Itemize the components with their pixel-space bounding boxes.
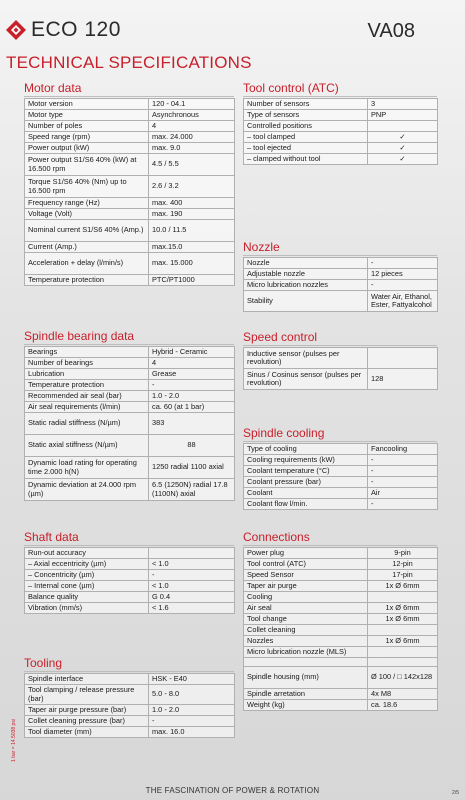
table-row	[244, 667, 438, 689]
spec-label: Micro lubrication nozzles	[244, 280, 368, 291]
spec-value: Asynchronous	[149, 110, 235, 121]
spec-label: – Internal cone (µm)	[25, 581, 149, 592]
table-row	[244, 581, 438, 592]
spec-value: 1250 radial 1100 axial	[149, 457, 235, 479]
spindle-bearing-table	[24, 346, 235, 501]
spec-value	[368, 121, 438, 132]
motor-data-table	[24, 98, 235, 286]
spec-label: Air seal requirements (l/min)	[25, 402, 149, 413]
spec-label: – clamped without tool	[244, 154, 368, 165]
spec-value: < 1.6	[149, 603, 235, 614]
spec-label: Coolant	[244, 488, 368, 499]
table-row	[244, 636, 438, 647]
table-row	[25, 99, 235, 110]
model-name: ECO 120	[31, 18, 121, 41]
table-row	[244, 499, 438, 510]
spec-value: max. 9.0	[149, 143, 235, 154]
table-row	[244, 348, 438, 369]
footer-tagline: THE FASCINATION OF POWER & ROTATION	[145, 786, 320, 795]
section-rule	[243, 545, 437, 546]
table-row	[244, 99, 438, 110]
spec-label: Speed range (rpm)	[25, 132, 149, 143]
table-row	[25, 110, 235, 121]
spec-label: Coolant temperature (°C)	[244, 466, 368, 477]
spec-value: -	[149, 570, 235, 581]
spec-label: Tool control (ATC)	[244, 559, 368, 570]
spec-label: Run-out accuracy	[25, 548, 149, 559]
table-row	[25, 402, 235, 413]
spec-value: 4.5 / 5.5	[149, 154, 235, 176]
table-row	[25, 132, 235, 143]
table-row	[25, 143, 235, 154]
spec-value: -	[368, 466, 438, 477]
spec-label: Weight (kg)	[244, 700, 368, 711]
spec-value: Water Air, Ethanol, Ester, Fattyalcohol	[368, 291, 438, 312]
spec-value: -	[149, 380, 235, 391]
table-row	[25, 716, 235, 727]
spec-label: Tool change	[244, 614, 368, 625]
spec-value: 3	[368, 99, 438, 110]
table-row	[244, 559, 438, 570]
tooling-table	[24, 673, 235, 738]
spec-label: Current (Amp.)	[25, 242, 149, 253]
spec-value: max. 400	[149, 198, 235, 209]
section-title-nozzle: Nozzle	[243, 240, 280, 254]
shaft-data-table	[24, 547, 235, 614]
spec-value: max. 16.0	[149, 727, 235, 738]
spec-value	[368, 658, 438, 667]
section-title-tool-control: Tool control (ATC)	[243, 81, 339, 95]
spec-label: Power output S1/S6 40% (kW) at 16.500 rpm	[25, 154, 149, 176]
table-row	[25, 154, 235, 176]
spec-value: 10.0 / 11.5	[149, 220, 235, 242]
spec-value: 12 pieces	[368, 269, 438, 280]
spec-label: Collet cleaning	[244, 625, 368, 636]
table-row	[244, 121, 438, 132]
spec-value: 120 - 04.1	[149, 99, 235, 110]
spec-value: ca. 18.6	[368, 700, 438, 711]
spec-value: 383	[149, 413, 235, 435]
spec-value: 1.0 - 2.0	[149, 705, 235, 716]
table-row	[25, 603, 235, 614]
table-row	[244, 444, 438, 455]
table-row	[25, 391, 235, 402]
table-row	[25, 570, 235, 581]
table-row	[25, 548, 235, 559]
table-row	[25, 253, 235, 275]
spec-value: max. 24.000	[149, 132, 235, 143]
spec-value: 1x Ø 6mm	[368, 581, 438, 592]
page-header	[0, 0, 465, 44]
spec-label: Recommended air seal (bar)	[25, 391, 149, 402]
spec-label: Micro lubrication nozzle (MLS)	[244, 647, 368, 658]
connections-table	[243, 547, 438, 711]
spec-value: Ø 100 / □ 142x128	[368, 667, 438, 689]
spec-label: Lubrication	[25, 369, 149, 380]
spec-value: G 0.4	[149, 592, 235, 603]
table-row	[244, 570, 438, 581]
section-title-shaft: Shaft data	[24, 530, 79, 544]
spec-label: Bearings	[25, 347, 149, 358]
page-title: TECHNICAL SPECIFICATIONS	[6, 53, 252, 72]
spec-label: Number of sensors	[244, 99, 368, 110]
brand-logo	[6, 20, 26, 40]
spec-label: – Axial eccentricity (µm)	[25, 559, 149, 570]
spec-label: Speed Sensor	[244, 570, 368, 581]
table-row	[25, 559, 235, 570]
spec-label: Type of cooling	[244, 444, 368, 455]
table-row	[244, 614, 438, 625]
spec-label: Inductive sensor (pulses per revolution)	[244, 348, 368, 369]
spec-value: 128	[368, 369, 438, 390]
spec-label	[244, 658, 368, 667]
table-row	[244, 625, 438, 636]
spec-label: Collet cleaning pressure (bar)	[25, 716, 149, 727]
spec-value	[368, 647, 438, 658]
table-row	[244, 455, 438, 466]
table-row	[244, 269, 438, 280]
spec-value	[368, 592, 438, 603]
spindle-cooling-table	[243, 443, 438, 510]
spec-value	[149, 548, 235, 559]
table-row	[25, 581, 235, 592]
spec-value: 1x Ø 6mm	[368, 636, 438, 647]
spec-label: Sinus / Cosinus sensor (pulses per revolution)	[244, 369, 368, 390]
table-row	[25, 592, 235, 603]
spec-label: Nozzles	[244, 636, 368, 647]
table-row	[244, 647, 438, 658]
spec-label: Coolant pressure (bar)	[244, 477, 368, 488]
spec-value: 6.5 (1250N) radial 17.8 (1100N) axial	[149, 479, 235, 501]
table-row	[25, 242, 235, 253]
spec-label: Torque S1/S6 40% (Nm) up to 16.500 rpm	[25, 176, 149, 198]
spec-label: Power plug	[244, 548, 368, 559]
spec-label: Dynamic deviation at 24.000 rpm (µm)	[25, 479, 149, 501]
table-row	[25, 413, 235, 435]
table-row	[244, 658, 438, 667]
table-row	[25, 209, 235, 220]
spec-label: Acceleration + delay (l/min/s)	[25, 253, 149, 275]
spec-label: Motor type	[25, 110, 149, 121]
spec-value: 88	[149, 435, 235, 457]
section-rule	[24, 545, 234, 546]
section-title-motor: Motor data	[24, 81, 82, 95]
table-row	[25, 674, 235, 685]
table-row	[244, 369, 438, 390]
tool-control-table	[243, 98, 438, 165]
spec-value: ✓	[368, 132, 438, 143]
table-row	[244, 592, 438, 603]
spec-label: Spindle housing (mm)	[244, 667, 368, 689]
table-row	[25, 369, 235, 380]
nozzle-table	[243, 257, 438, 312]
spec-label: Nominal current S1/S6 40% (Amp.)	[25, 220, 149, 242]
section-rule	[243, 96, 437, 97]
table-row	[244, 291, 438, 312]
spec-value: Fancooling	[368, 444, 438, 455]
section-title-connections: Connections	[243, 530, 310, 544]
spec-label: Number of bearings	[25, 358, 149, 369]
spec-value: ca. 60 (at 1 bar)	[149, 402, 235, 413]
spec-value: 5.0 - 8.0	[149, 685, 235, 705]
spec-value: < 1.0	[149, 559, 235, 570]
spec-value: 1.0 - 2.0	[149, 391, 235, 402]
section-title-cooling: Spindle cooling	[243, 426, 325, 440]
table-row	[244, 258, 438, 269]
section-title-spindle-bearing: Spindle bearing data	[24, 329, 135, 343]
table-row	[25, 685, 235, 705]
table-row	[25, 220, 235, 242]
spec-value: 17-pin	[368, 570, 438, 581]
table-row	[25, 358, 235, 369]
spec-label: Temperature protection	[25, 380, 149, 391]
table-row	[25, 121, 235, 132]
spec-value: max. 15.000	[149, 253, 235, 275]
spec-label: Frequency range (Hz)	[25, 198, 149, 209]
spec-value: HSK - E40	[149, 674, 235, 685]
spec-label: Static radial stiffness (N/µm)	[25, 413, 149, 435]
spec-value: Grease	[149, 369, 235, 380]
table-row	[25, 705, 235, 716]
spec-value: ✓	[368, 143, 438, 154]
table-row	[244, 488, 438, 499]
table-row	[25, 347, 235, 358]
spec-value	[368, 348, 438, 369]
speed-control-table	[243, 347, 438, 390]
spec-label: Cooling requirements (kW)	[244, 455, 368, 466]
section-rule	[24, 671, 234, 672]
psi-conversion-note: 1 bar = 14.5038 psi	[11, 719, 17, 762]
table-row	[25, 198, 235, 209]
side-note	[9, 706, 21, 762]
table-row	[244, 280, 438, 291]
spec-value: max. 190	[149, 209, 235, 220]
table-row	[244, 689, 438, 700]
spec-label: Static axial stiffness (N/µm)	[25, 435, 149, 457]
spec-label: – tool clamped	[244, 132, 368, 143]
table-row	[244, 548, 438, 559]
model-code: VA08	[367, 20, 415, 42]
section-rule	[243, 345, 437, 346]
table-row	[25, 727, 235, 738]
spec-label: Number of poles	[25, 121, 149, 132]
spec-label: Controlled positions	[244, 121, 368, 132]
spec-label: Type of sensors	[244, 110, 368, 121]
spec-label: Balance quality	[25, 592, 149, 603]
table-row	[244, 110, 438, 121]
spec-value	[368, 625, 438, 636]
spec-label: Taper air purge pressure (bar)	[25, 705, 149, 716]
spec-value: -	[368, 499, 438, 510]
spec-label: Stability	[244, 291, 368, 312]
table-row	[25, 380, 235, 391]
section-rule	[24, 96, 234, 97]
spec-label: Taper air purge	[244, 581, 368, 592]
spec-value: -	[149, 716, 235, 727]
spec-label: Nozzle	[244, 258, 368, 269]
brand-logo-icon	[6, 20, 26, 40]
section-rule	[243, 255, 437, 256]
table-row	[25, 275, 235, 286]
spec-label: Motor version	[25, 99, 149, 110]
spec-label: Adjustable nozzle	[244, 269, 368, 280]
section-rule	[243, 441, 437, 442]
spec-label: Tool clamping / release pressure (bar)	[25, 685, 149, 705]
spec-value: 2.6 / 3.2	[149, 176, 235, 198]
table-row	[244, 132, 438, 143]
spec-label: – Concentricity (µm)	[25, 570, 149, 581]
spec-value: PTC/PT1000	[149, 275, 235, 286]
section-title-tooling: Tooling	[24, 656, 63, 670]
spec-value: PNP	[368, 110, 438, 121]
table-row	[25, 457, 235, 479]
table-row	[244, 466, 438, 477]
spec-label: Tool diameter (mm)	[25, 727, 149, 738]
spec-value: 1x Ø 6mm	[368, 603, 438, 614]
spec-value: -	[368, 477, 438, 488]
spec-label: Temperature protection	[25, 275, 149, 286]
spec-label: Cooling	[244, 592, 368, 603]
spec-label: Spindle arretation	[244, 689, 368, 700]
page-number: 2/5	[452, 790, 459, 796]
table-row	[244, 603, 438, 614]
spec-label: – tool ejected	[244, 143, 368, 154]
spec-label: Air seal	[244, 603, 368, 614]
spec-label: Power output (kW)	[25, 143, 149, 154]
spec-label: Voltage (Volt)	[25, 209, 149, 220]
table-row	[244, 700, 438, 711]
spec-value: 4x M8	[368, 689, 438, 700]
spec-value: 4	[149, 358, 235, 369]
spec-value: < 1.0	[149, 581, 235, 592]
spec-value: Hybrid - Ceramic	[149, 347, 235, 358]
spec-value: -	[368, 258, 438, 269]
spec-label: Vibration (mm/s)	[25, 603, 149, 614]
spec-value: 4	[149, 121, 235, 132]
table-row	[244, 143, 438, 154]
spec-label: Spindle interface	[25, 674, 149, 685]
spec-value: Air	[368, 488, 438, 499]
spec-label: Dynamic load rating for operating time 2.000 h(N)	[25, 457, 149, 479]
section-title-speed-control: Speed control	[243, 330, 318, 344]
spec-value: 12-pin	[368, 559, 438, 570]
section-rule	[24, 344, 234, 345]
table-row	[25, 176, 235, 198]
spec-value: 9-pin	[368, 548, 438, 559]
spec-value: 1x Ø 6mm	[368, 614, 438, 625]
spec-value: ✓	[368, 154, 438, 165]
table-row	[25, 479, 235, 501]
table-row	[244, 154, 438, 165]
spec-label: Coolant flow l/min.	[244, 499, 368, 510]
spec-value: -	[368, 280, 438, 291]
table-row	[25, 435, 235, 457]
spec-value: -	[368, 455, 438, 466]
table-row	[244, 477, 438, 488]
spec-value: max.15.0	[149, 242, 235, 253]
